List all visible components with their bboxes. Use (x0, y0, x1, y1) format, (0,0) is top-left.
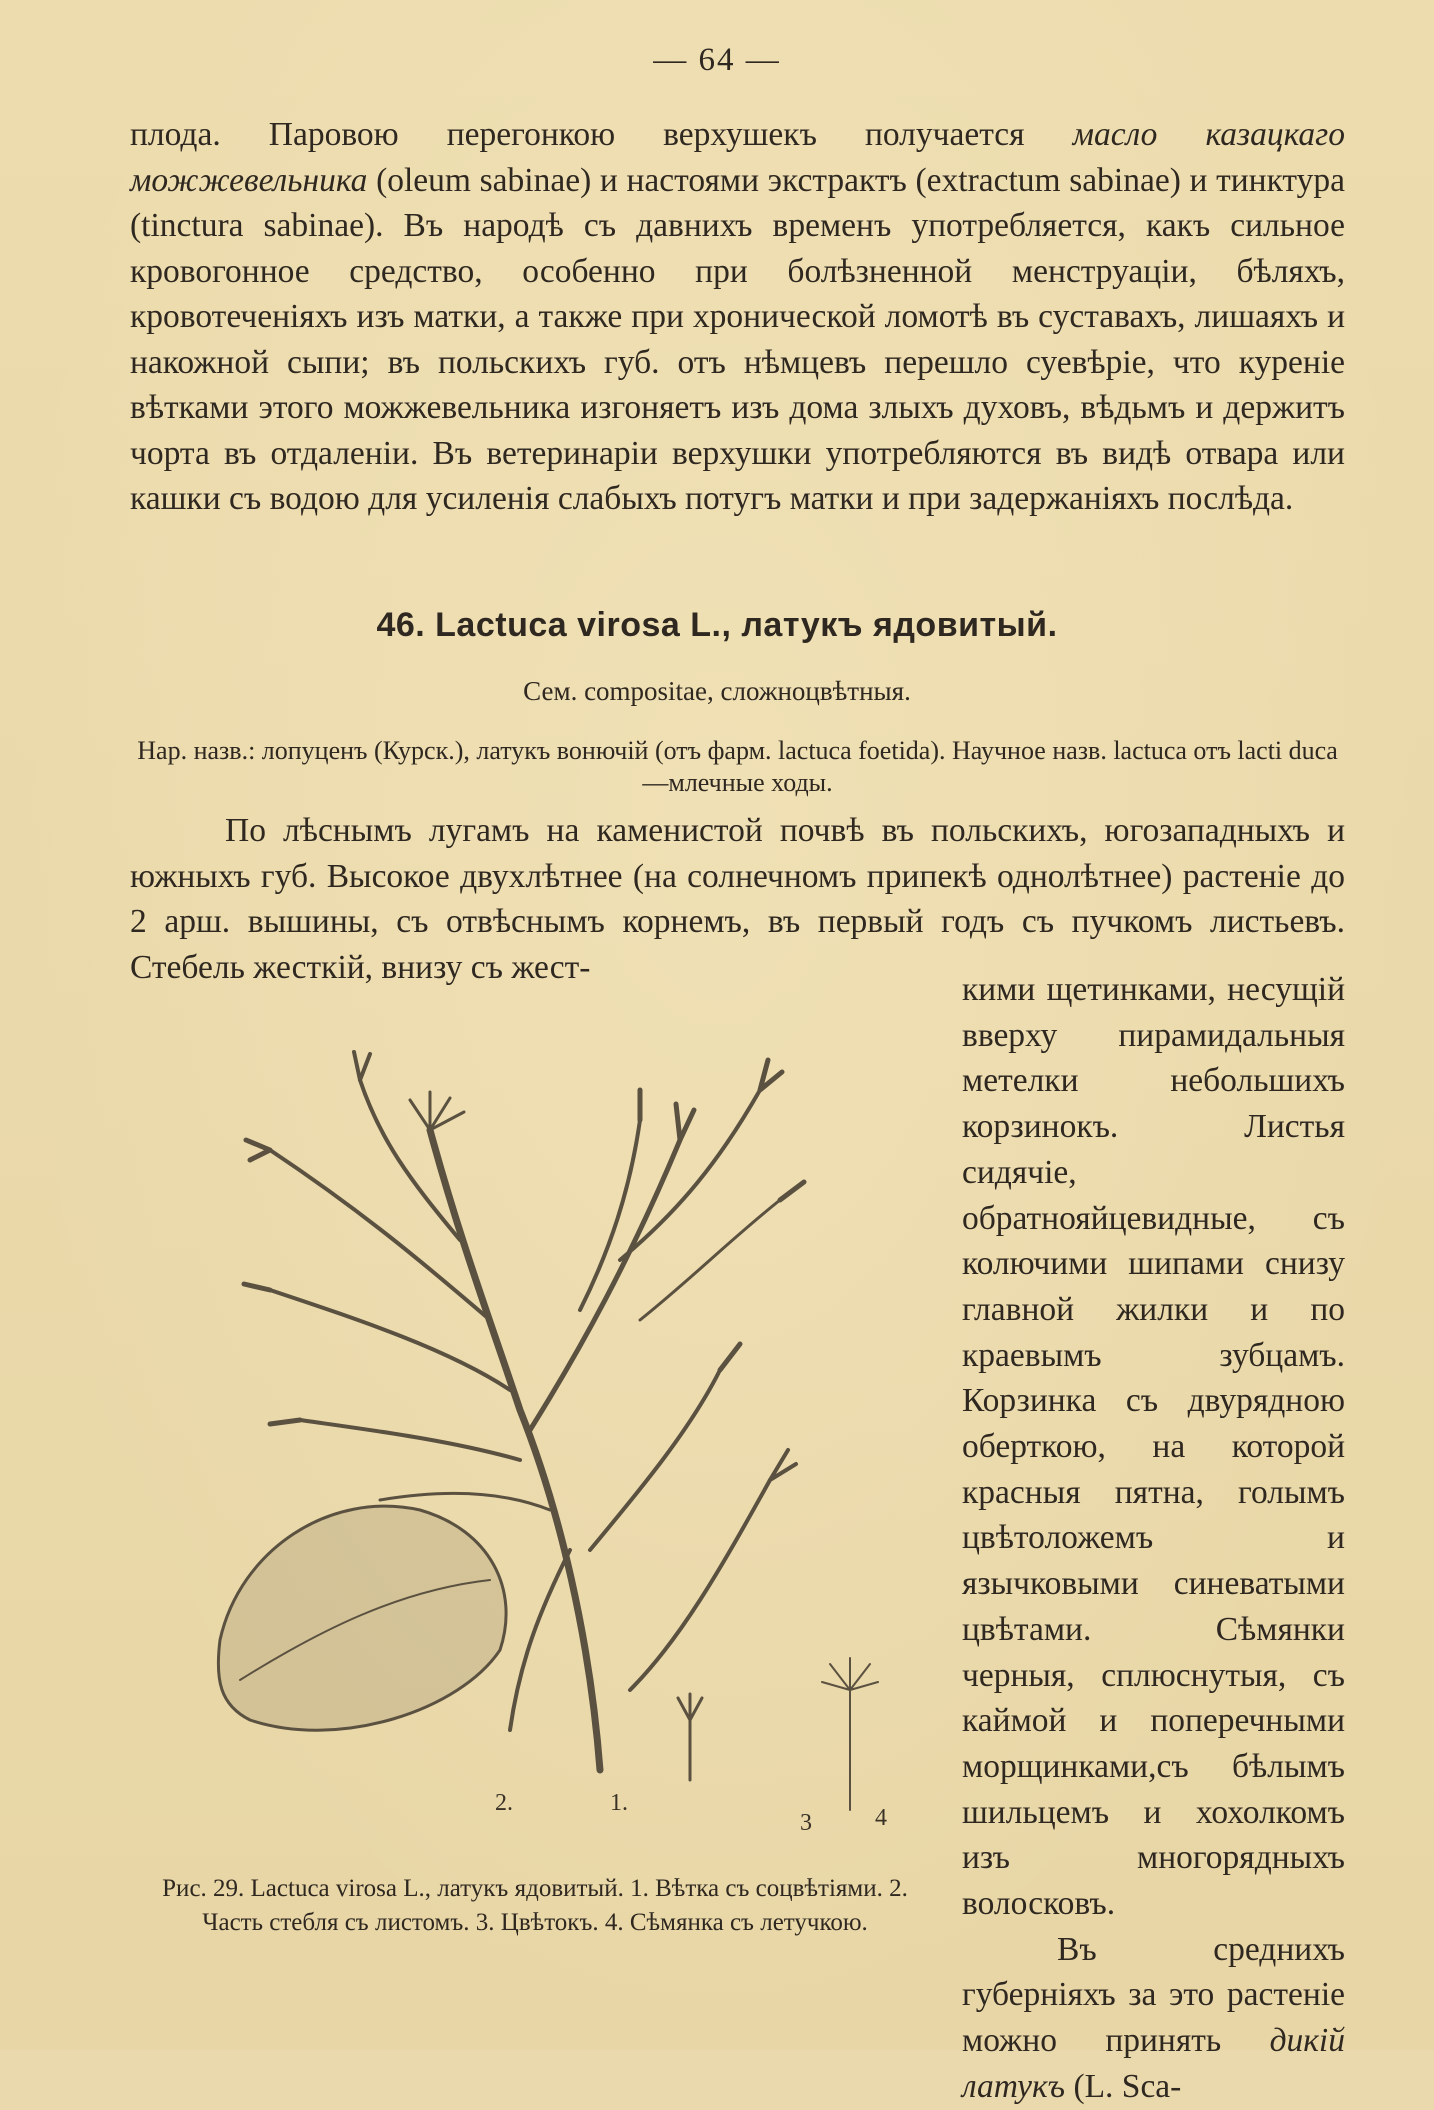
top-paragraph-part1: плода. Паровою перегонкою верхушекъ получается (130, 116, 1073, 153)
page-number: — 64 — (653, 42, 781, 78)
plant-names: Нар. назв.: лопуценъ (Курск.), латукъ вонючій (отъ фарм. lactuca foetida). Научное назв. lactuca отъ lacti duca—млечные ходы. (137, 736, 1338, 797)
article-side-paragraph: кими щетинками, несущій вверху пирамидальныя метелки небольшихъ корзинокъ. Листья сидячіе, обратнояйцевидные, съ колючими шипами снизу главной жилки и по краевымъ зубцамъ. Корзинка съ двурядною оберткою, на которой красныя пятна, голымъ цвѣтоложемъ и язычковыми синеватыми цвѣтами. Сѣмянки черныя, сплюснутыя, съ каймой и поперечными морщинками,съ бѣлымъ шильцемъ и хохолкомъ изъ многорядныхъ волосковъ. (962, 971, 1345, 1923)
top-paragraph-part2: (oleum sabinae) и настоями экстрактъ (extractum sabinae) и тинктура (tinctura sabinae). Въ народѣ съ давнихъ временъ употребляется, какъ сильное кровогонное средство, особенно при болѣзненной менструаціи, бѣляхъ, кровотеченіяхъ изъ матки, а также при хронической ломотѣ въ суставахъ, лишаяхъ и накожной сыпи; въ польскихъ губ. отъ нѣмцевъ перешло суевѣріе, что куреніе вѣтками этого можжевельника изгоняетъ изъ дома злыхъ духовъ, вѣдьмъ и держитъ чорта въ отдаленіи. Въ ветеринаріи верхушки употребляются въ видѣ отвара или кашки съ водою для усиленія слабыхъ потугъ матки и при задержаніяхъ послѣда. (130, 161, 1345, 517)
figure-caption: Рис. 29. Lactuca virosa L., латукъ ядовитый. 1. Вѣтка съ соцвѣтіями. 2. Часть стебля съ листомъ. 3. Цвѣтокъ. 4. Сѣмянка съ летучкою. (162, 1875, 908, 1936)
figure-label-3: 3 (800, 1810, 812, 1836)
top-paragraph-italic: масло казацкаго можжевельника (130, 116, 1346, 199)
figure-label-1: 1. (610, 1790, 628, 1816)
plant-family: Сем. compositae, сложноцвѣтныя. (523, 676, 911, 706)
figure-label-4: 4 (875, 1805, 887, 1831)
lactuca-illustration (160, 990, 950, 1840)
side-paragraph-2-part1: Въ среднихъ губерніяхъ за это растеніе можно принять (962, 1930, 1345, 2060)
article-main-text (130, 808, 1345, 990)
side-paragraph-2-italic: дикій латукъ (962, 2022, 1345, 2105)
article-side-paragraph-2 (962, 1927, 1345, 2110)
side-paragraph-2-part2: (L. Sca- (1065, 2067, 1182, 2105)
article-heading: 46. Lactuca virosa L., латукъ ядовитый. (376, 606, 1058, 644)
top-paragraph (130, 112, 1345, 522)
article-side-column (962, 967, 1345, 2110)
article-main-paragraph: По лѣснымъ лугамъ на каменистой почвѣ въ польскихъ, югозападныхъ и южныхъ губ. Высокое двухлѣтнее (на солнечномъ припекѣ однолѣтнее) растеніе до 2 арш. вышины, съ отвѣснымъ корнемъ, въ первый годъ съ пучкомъ листьевъ. Стебель жесткій, внизу съ жест- (130, 812, 1345, 986)
top-paragraph-text (130, 112, 1345, 522)
plant-drawing (160, 990, 950, 1840)
figure-label-2: 2. (495, 1790, 513, 1816)
